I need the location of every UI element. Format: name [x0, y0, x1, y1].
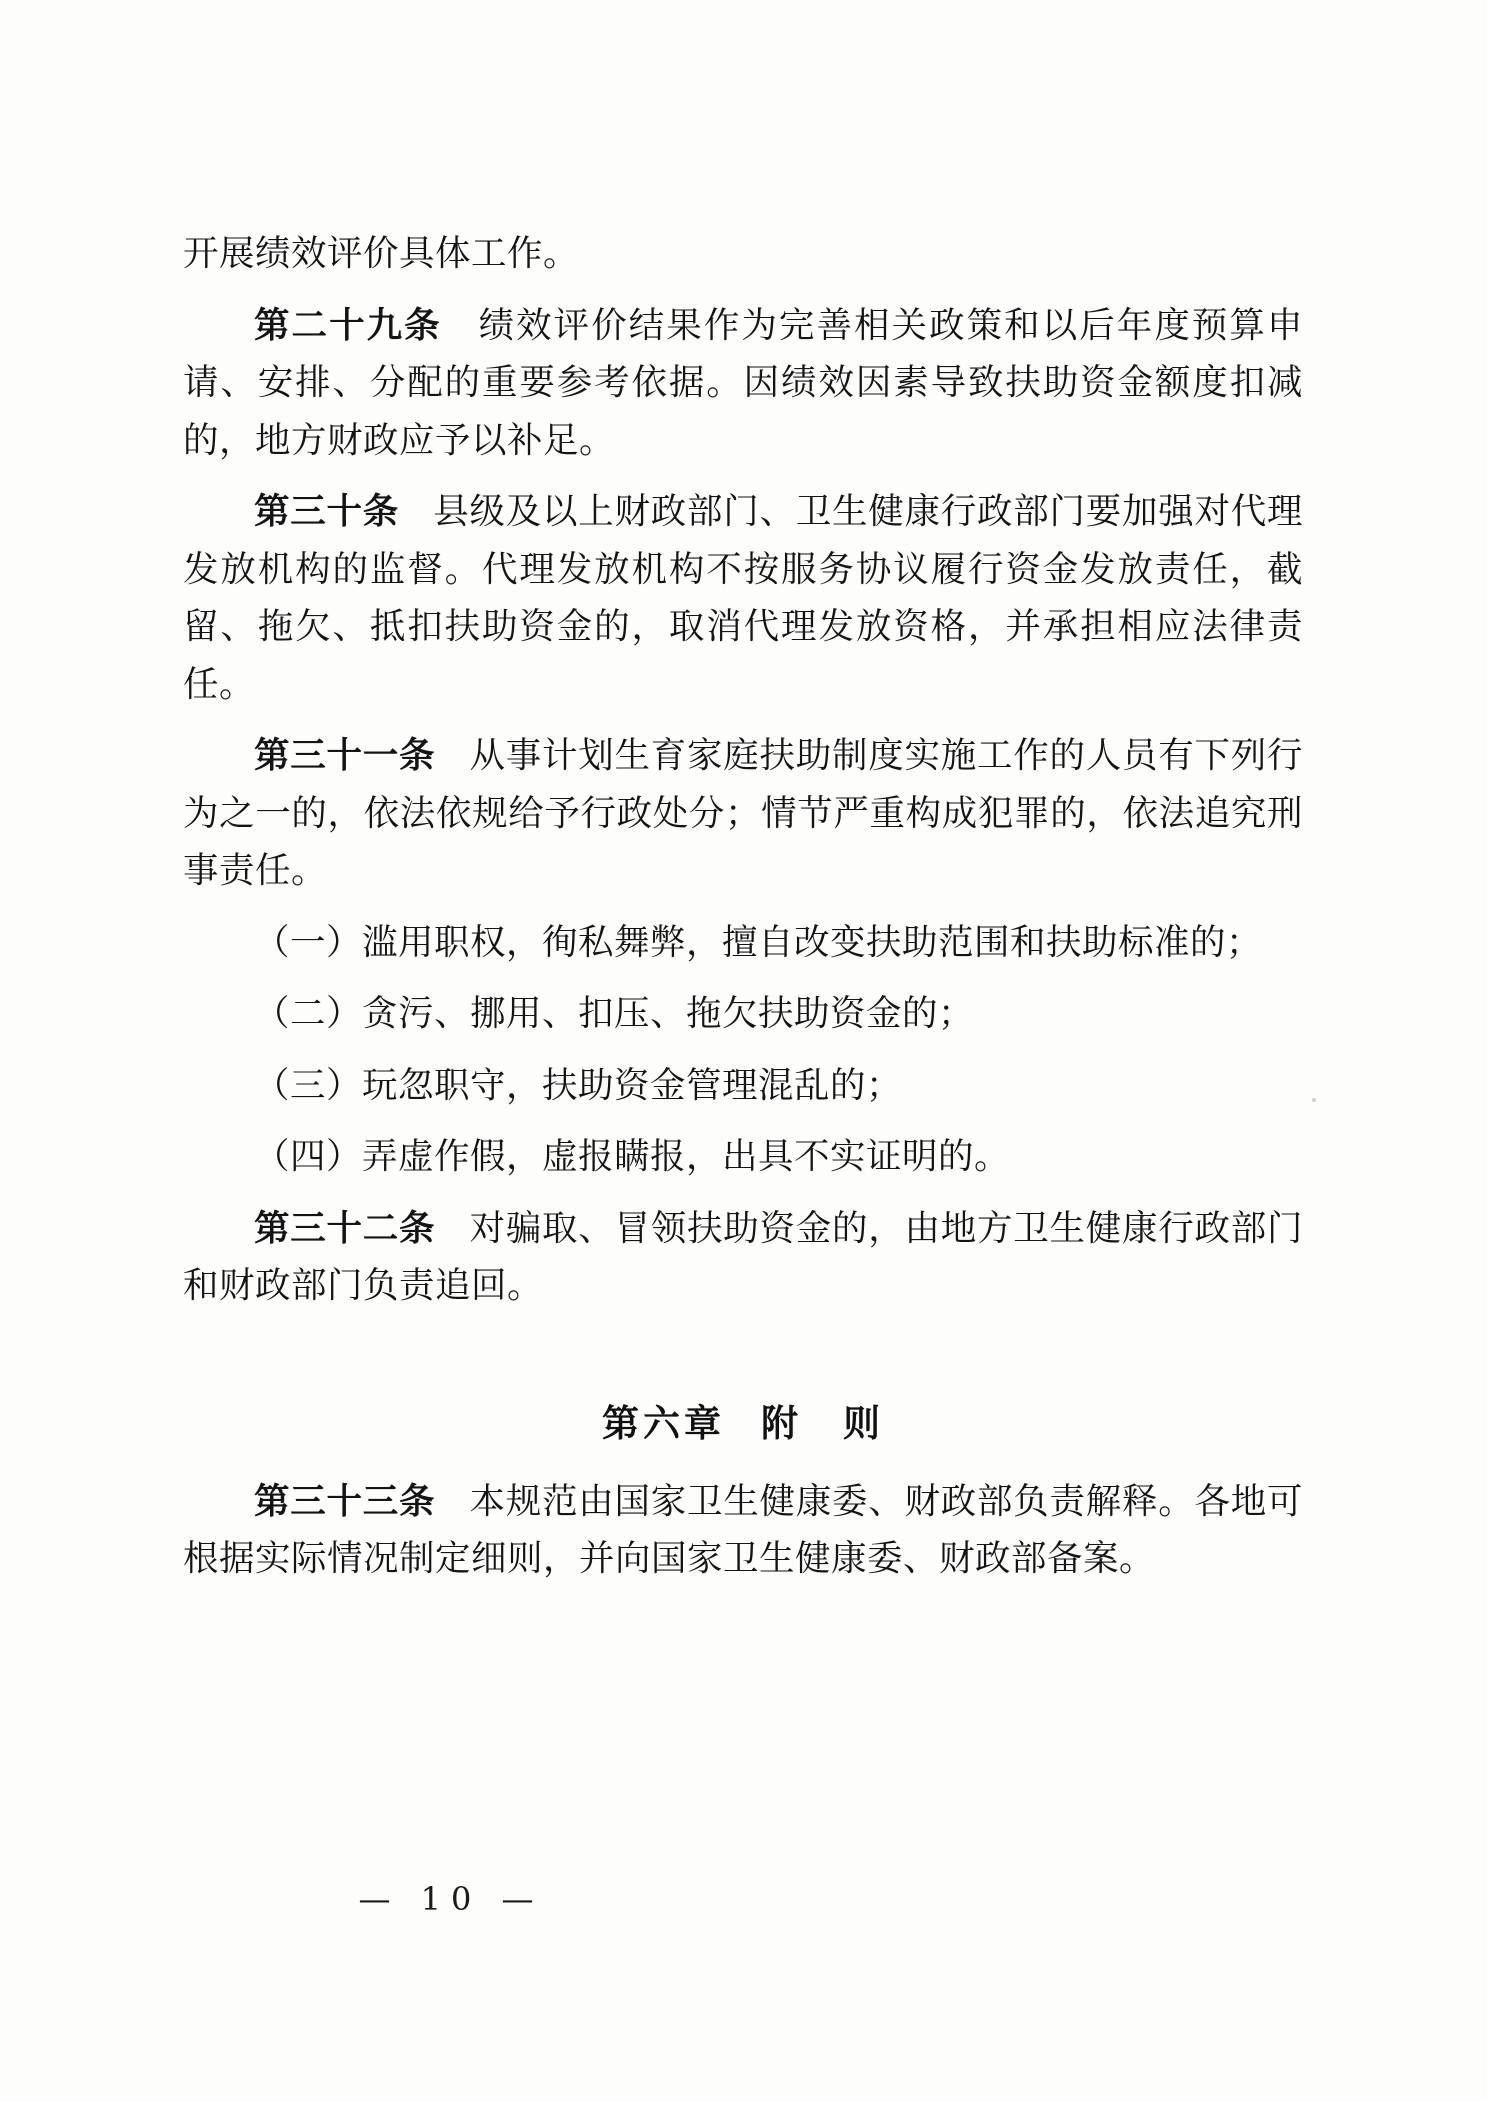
article-32 — [183, 1200, 1303, 1315]
document-body — [183, 225, 1303, 1602]
article-29-label: 第二十九条 — [254, 304, 442, 346]
article-33 — [183, 1473, 1303, 1588]
list-item: （三）玩忽职守，扶助资金管理混乱的； — [254, 1064, 903, 1106]
article-30-label: 第三十条 — [254, 491, 399, 532]
page-number: — 10 — — [358, 1880, 544, 1918]
article-29 — [183, 297, 1303, 470]
list-item: （二）贪污、挪用、扣压、拖欠扶助资金的； — [254, 993, 975, 1034]
article-31-label: 第三十一条 — [254, 735, 436, 776]
article-32-text: 对骗取、冒领扶助资金的，由地方卫生健康行政部门和财政部门负责追回。 — [183, 1207, 1303, 1306]
chapter-heading — [183, 1393, 1303, 1447]
list-item: （四）弄虚作假，虚报瞒报，出具不实证明的。 — [254, 1136, 1011, 1177]
chapter-number: 第六章 — [602, 1400, 725, 1445]
page-footer — [0, 1880, 1487, 1918]
article-33-label: 第三十三条 — [254, 1480, 436, 1522]
paragraph-continuation: 开展绩效评价具体工作。 — [183, 233, 580, 274]
list-item: （一）滥用职权，徇私舞弊，擅自改变扶助范围和扶助标准的； — [254, 921, 1263, 963]
article-30-text: 县级及以上财政部门、卫生健康行政部门要加强对代理发放机构的监督。代理发放机构不按服务协议履行资金发放责任，截留、拖欠、抵扣扶助资金的，取消代理发放资格，并承担相应法律责任。 — [183, 491, 1303, 705]
article-31 — [183, 727, 1303, 900]
article-29-text: 绩效评价结果作为完善相关政策和以后年度预算申请、安排、分配的重要参考依据。因绩效因素导致扶助资金额度扣减的，地方财政应予以补足。 — [183, 304, 1303, 461]
article-30 — [183, 483, 1303, 713]
article-33-text: 本规范由国家卫生健康委、财政部负责解释。各地可根据实际情况制定细则，并向国家卫生健康委、财政部备案。 — [183, 1480, 1303, 1579]
article-31-text: 从事计划生育家庭扶助制度实施工作的人员有下列行为之一的，依法依规给予行政处分；情节严重构成犯罪的，依法追究刑事责任。 — [183, 735, 1303, 891]
paper-speck — [1312, 1098, 1316, 1102]
chapter-title-text: 附 则 — [761, 1400, 884, 1445]
article-32-label: 第三十二条 — [254, 1207, 436, 1249]
